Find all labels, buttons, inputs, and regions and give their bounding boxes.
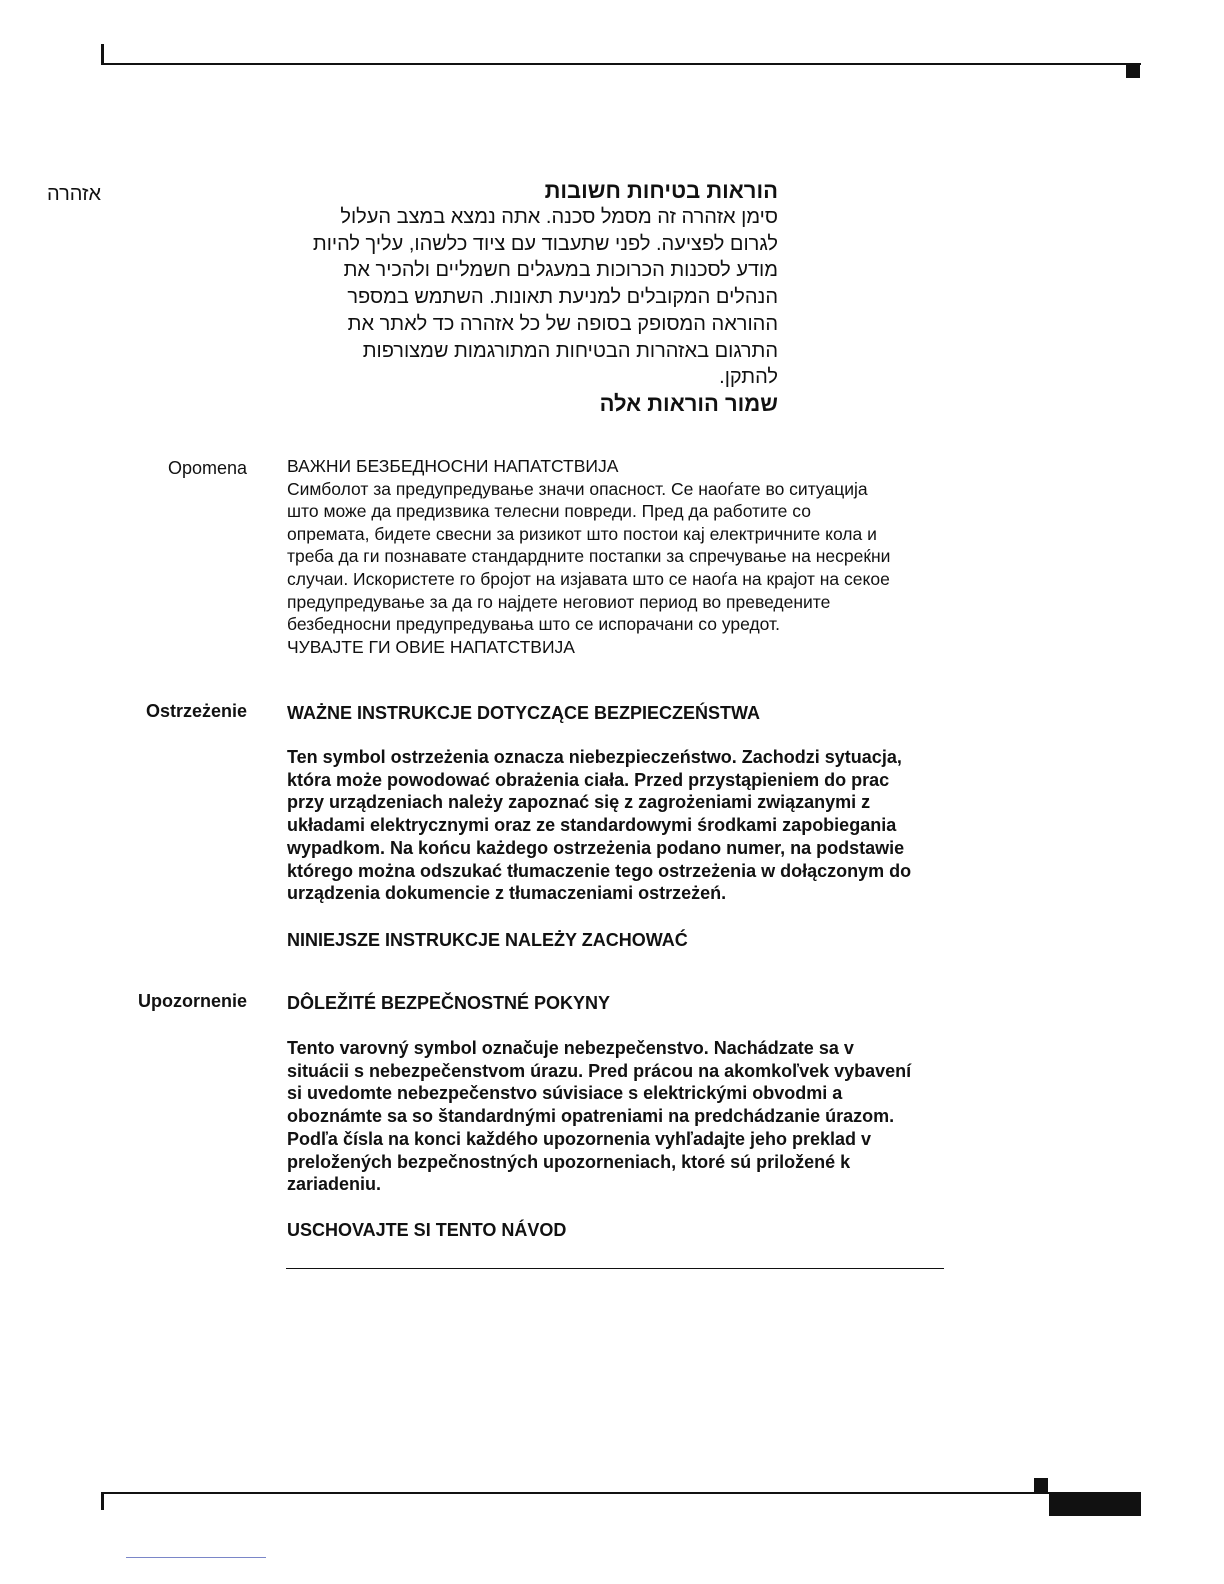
polish-line: która może powodować obrażenia ciała. Przed przystąpieniem do prac <box>287 769 890 790</box>
macedonian-line: случаи. Искористете го бројот на изјавата што се наоѓа на крајот на секое <box>287 568 890 589</box>
slovak-line: si uvedomte nebezpečenstvo súvisiace s elektrickými obvodmi a <box>287 1083 843 1104</box>
slovak-footer-block <box>287 1219 967 1241</box>
slovak-line: oboznámte sa so štandardnými opatreniami na predchádzanie úrazom. <box>287 1106 895 1127</box>
section-end-rule <box>286 1268 944 1269</box>
polish-line: urządzenia dokumencie z tłumaczeniami ostrzeżeń. <box>287 883 727 904</box>
slovak-warning-label: Upozornenie <box>137 991 247 1011</box>
macedonian-line: предупредување за да го најдете неговиот период во преведените <box>287 591 831 612</box>
macedonian-line: треба да ги познавате стандардните постапки за спречување на несреќни <box>287 546 891 567</box>
polish-warning-label: Ostrzeżenie <box>145 701 247 721</box>
polish-title-block <box>287 702 967 724</box>
slovak-line: zariadeniu. <box>287 1174 382 1195</box>
footer-square-marker <box>1034 1478 1048 1492</box>
footer-page-number-box <box>1049 1492 1141 1516</box>
slovak-line: Tento varovný symbol označuje nebezpečenstvo. Nachádzate sa v <box>287 1038 854 1058</box>
hebrew-footer: שמור הוראות אלה <box>599 390 778 416</box>
slovak-footer: USCHOVAJTE SI TENTO NÁVOD <box>287 1220 567 1240</box>
slovak-title: DÔLEŽITÉ BEZPEČNOSTNÉ POKYNY <box>287 993 611 1013</box>
hebrew-line: מודע לסכנות הכרוכות במעגלים חשמליים ולהכיר את <box>343 259 778 282</box>
hebrew-line: סימן אזהרה זה מסמל סכנה. אתה נמצא במצב העלול <box>340 206 778 228</box>
polish-line: Ten symbol ostrzeżenia oznacza niebezpieczeństwo. Zachodzi sytuacja, <box>287 747 902 767</box>
hebrew-warning-block <box>278 178 778 417</box>
footer-link-underline[interactable] <box>126 1557 266 1558</box>
slovak-body-block <box>287 1037 967 1196</box>
polish-line: wypadkom. Na końcu każdego ostrzeżenia podano numer, na podstawie <box>287 837 905 858</box>
polish-line: przy urządzeniach należy zapoznać się z zagrożeniami związanymi z <box>287 792 871 813</box>
hebrew-line: התרגום באזהרות הבטיחות המתורגמות שמצורפות <box>362 339 778 362</box>
macedonian-warning-label: Opomena <box>167 458 247 478</box>
polish-line: układami elektrycznymi oraz ze standardowymi środkami zapobiegania <box>287 815 897 836</box>
polish-line: którego można odszukać tłumaczenie tego ostrzeżenia w dołączonym do <box>287 860 912 881</box>
header-rule <box>101 63 1141 65</box>
macedonian-line: што може да предизвика телесни повреди. Пред да работите со <box>287 501 811 522</box>
polish-footer-block <box>287 929 967 951</box>
hebrew-line: הנהלים המקובלים למניעת תאונות. השתמש במספר <box>347 286 778 309</box>
macedonian-line: Симболот за предупредување значи опасност. Се наоѓате во ситуација <box>287 478 868 499</box>
hebrew-line: לגרום לפציעה. לפני שתעבוד עם ציוד כלשהו, עליך להיות <box>312 232 778 255</box>
slovak-line: Podľa čísla na konci každého upozornenia vyhľadajte jeho preklad v <box>287 1128 872 1149</box>
hebrew-line: ההוראה המסופק בסופה של כל אזהרה כד לאתר את <box>347 312 778 335</box>
macedonian-warning-block <box>287 455 967 658</box>
polish-footer: NINIEJSZE INSTRUKCJE NALEŻY ZACHOWAĆ <box>287 930 688 950</box>
hebrew-warning-label: אזהרה <box>47 183 102 205</box>
slovak-title-block <box>287 992 967 1014</box>
footer-rule <box>101 1492 1141 1494</box>
polish-body-block <box>287 746 967 905</box>
macedonian-line: ЧУВАЈТЕ ГИ ОВИЕ НАПАТСТВИЈА <box>287 636 575 657</box>
polish-title: WAŻNE INSTRUKCJE DOTYCZĄCE BEZPIECZEŃSTWA <box>287 703 761 723</box>
header-square-marker <box>1126 64 1140 78</box>
macedonian-line: ВАЖНИ БЕЗБЕДНОСНИ НАПАТСТВИЈА <box>287 456 619 476</box>
hebrew-line: להתקן. <box>719 366 778 389</box>
macedonian-line: безбедносни предупредувања што се испорачани со уредот. <box>287 614 780 635</box>
header-tick <box>101 44 104 64</box>
footer-tick <box>101 1492 104 1510</box>
slovak-line: situácii s nebezpečenstvom úrazu. Pred prácou na akomkoľvek vybavení <box>287 1060 912 1081</box>
macedonian-line: опремата, бидете свесни за ризикот што постои кај електричните кола и <box>287 523 877 544</box>
slovak-line: preložených bezpečnostných upozorneniach, ktoré sú priložené k <box>287 1151 851 1172</box>
hebrew-title: הוראות בטיחות חשובות <box>544 178 778 203</box>
